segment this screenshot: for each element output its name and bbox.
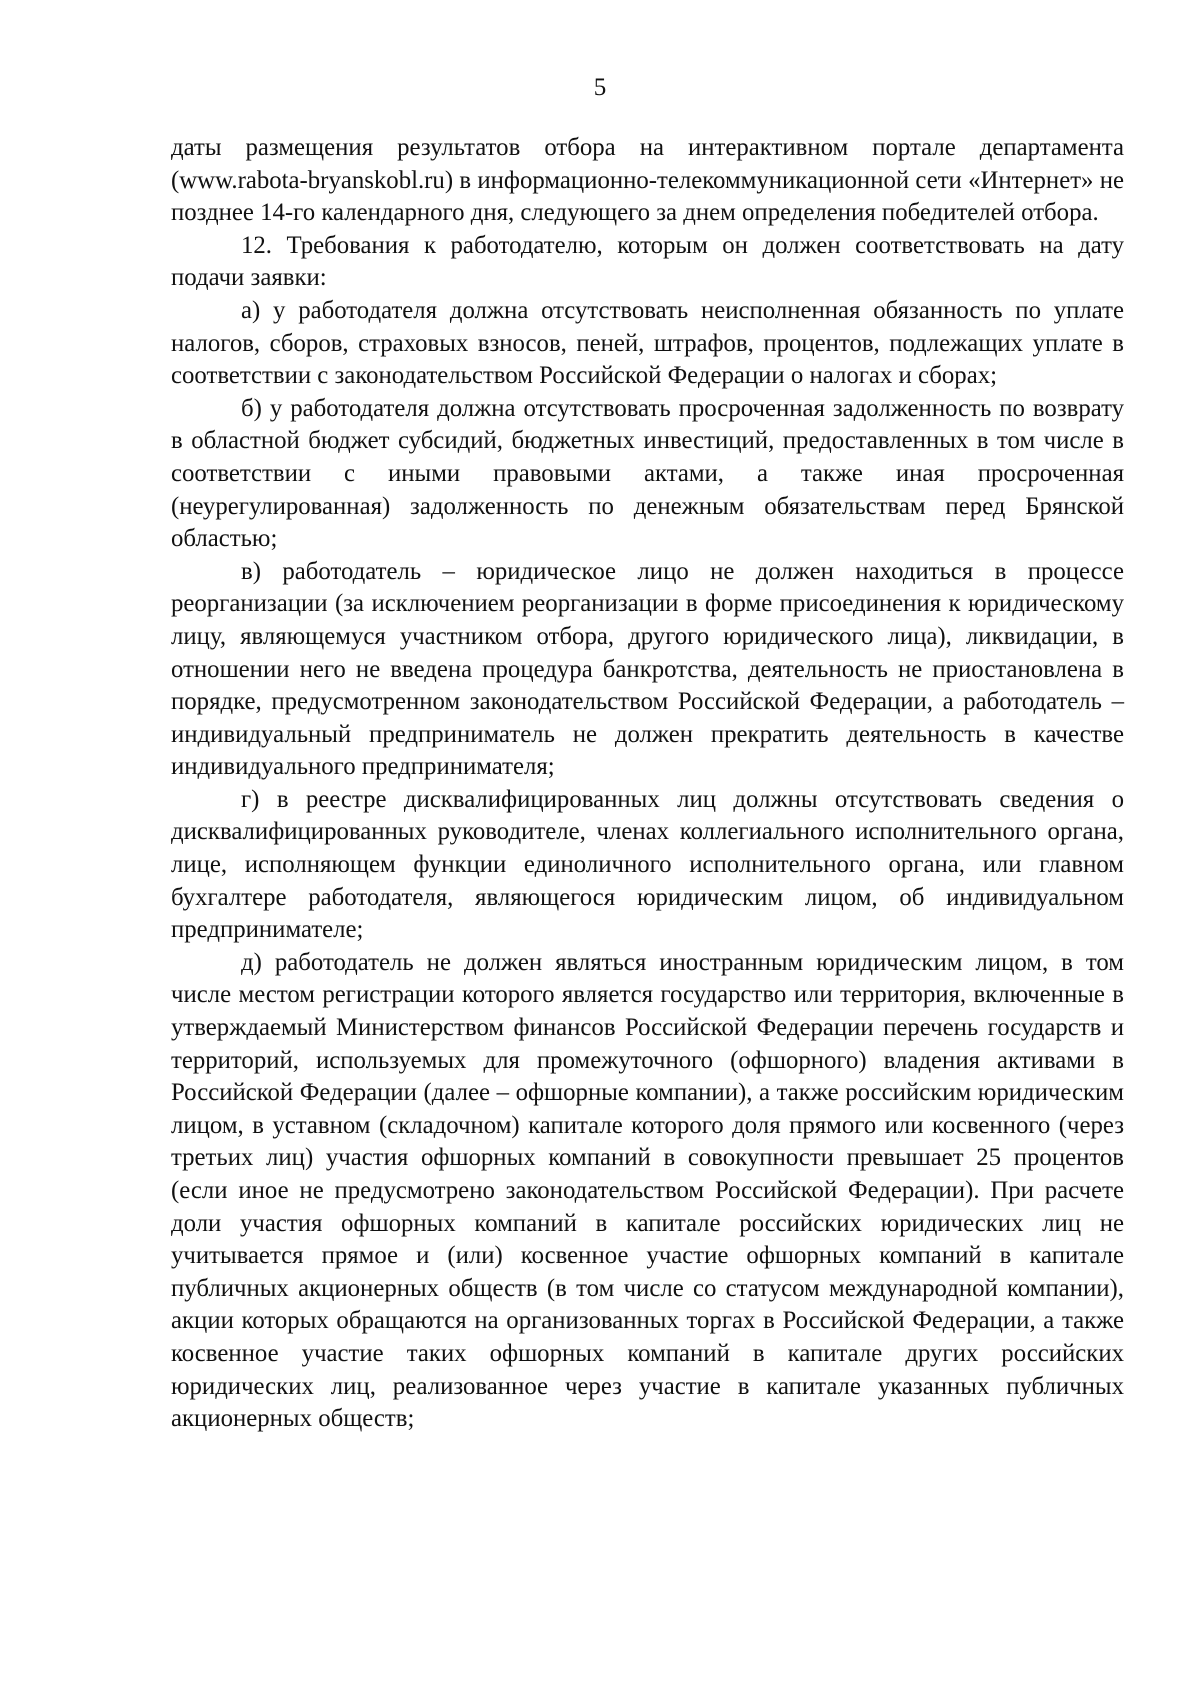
paragraph-section-12: 12. Требования к работодателю, которым он должен соответствовать на дату подачи заявки: (171, 231, 1124, 292)
paragraph-item-v: в) работодатель – юридическое лицо не должен находиться в процессе реорганизации (за исключением реорганизации в форме присоединения к юридическому лицу, являющемуся участником отбора, другого юридического лица), ликвидации, в отношении него не введена процедура банкротства, деятельность не приостановлена в порядке, предусмотренном законодательством Российской Федерации, а работодатель – индивидуальный предприниматель не должен прекратить деятельность в качестве индивидуального предпринимателя; (171, 557, 1124, 781)
paragraph-item-b: б) у работодателя должна отсутствовать просроченная задолженность по возврату в областной бюджет субсидий, бюджетных инвестиций, предоставленных в том числе в соответствии с иными правовыми актами, а также иная просроченная (неурегулированная) задолженность по денежным обязательствам перед Брянской областью; (171, 394, 1124, 553)
paragraph-item-g: г) в реестре дисквалифицированных лиц должны отсутствовать сведения о дисквалифицированных руководителе, членах коллегиального исполнительного органа, лице, исполняющем функции единоличного исполнительного органа, или главном бухгалтере работодателя, являющегося юридическим лицом, об индивидуальном предпринимателе; (171, 785, 1124, 944)
paragraph-item-a: а) у работодателя должна отсутствовать неисполненная обязанность по уплате налогов, сборов, страховых взносов, пеней, штрафов, процентов, подлежащих уплате в соответствии с законодательством Российской Федерации о налогах и сборах; (171, 296, 1124, 390)
page-number: 5 (593, 74, 607, 101)
paragraph-item-d: д) работодатель не должен являться иностранным юридическим лицом, в том числе местом регистрации которого является государство или территория, включенные в утверждаемый Министерством финансов Российской Федерации перечень государств и территорий, используемых для промежуточного (офшорного) владения активами в Российской Федерации (далее – офшорные компании), а также российским юридическим лицом, в уставном (складочном) капитале которого доля прямого или косвенного (через третьих лиц) участия офшорных компаний в совокупности превышает 25 процентов (если иное не предусмотрено законодательством Российской Федерации). При расчете доли участия офшорных компаний в капитале российских юридических лиц не учитывается прямое и (или) косвенное участие офшорных компаний в капитале публичных акционерных обществ (в том числе со статусом международной компании), акции которых обращаются на организованных торгах в Российской Федерации, а также косвенное участие таких офшорных компаний в капитале других российских юридических лиц, реализованное через участие в капитале указанных публичных акционерных обществ; (171, 948, 1124, 1433)
document-body (171, 132, 1124, 1436)
paragraph-continuation: даты размещения результатов отбора на интерактивном портале департамента (www.rabota-bryanskobl.ru) в информационно-телекоммуникационной сети «Интернет» не позднее 14-го календарного дня, следующего за днем определения победителей отбора. (171, 134, 1124, 227)
